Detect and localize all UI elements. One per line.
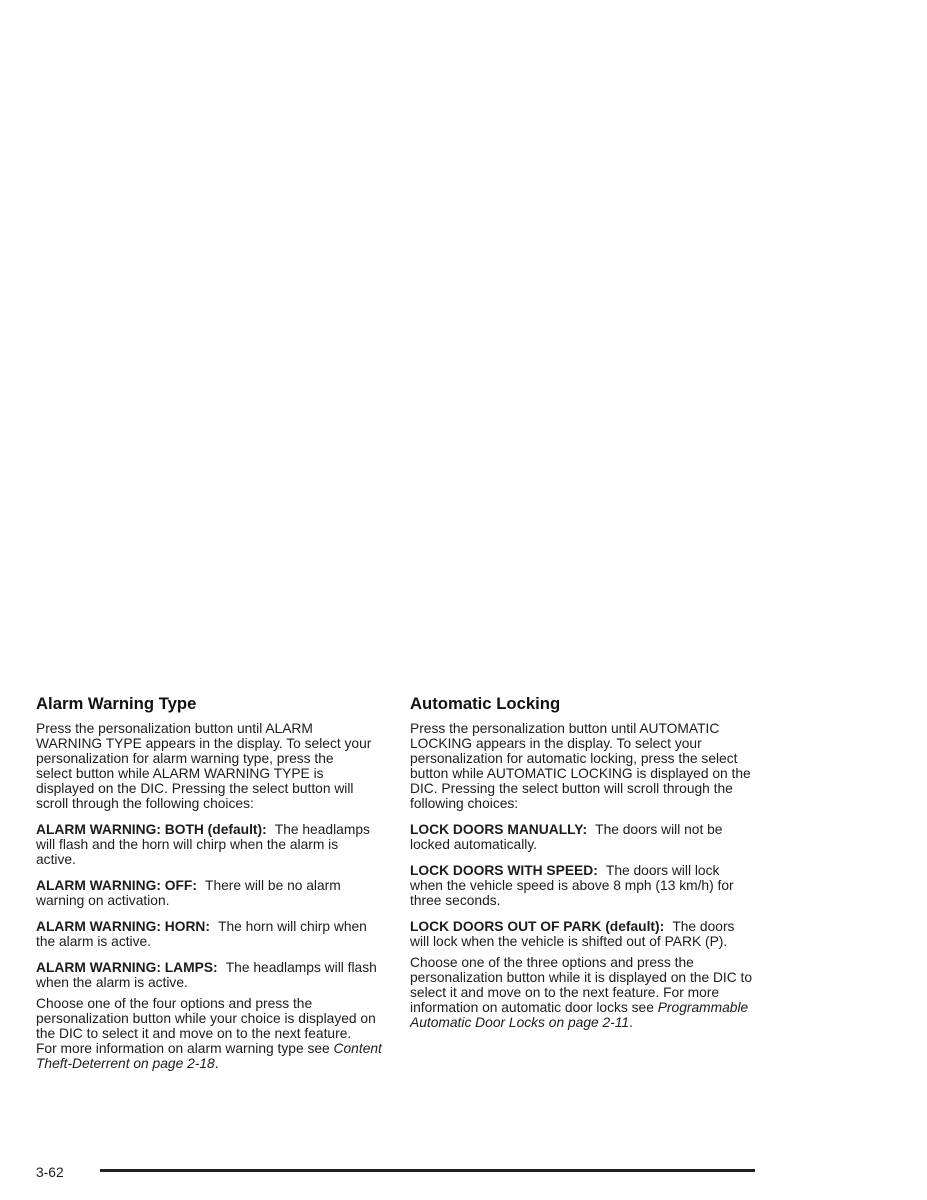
section-heading: Alarm Warning Type — [36, 694, 197, 713]
section-heading: Automatic Locking — [410, 694, 561, 713]
option-paragraph — [410, 822, 765, 852]
closing-period: . — [214, 1056, 219, 1071]
option-description: The horn will chirp when the alarm is active. — [36, 919, 367, 949]
option-description: The doors will lock when the vehicle speed is above 8 mph (13 km/h) for three seconds. — [410, 863, 734, 908]
page-number: 3-62 — [36, 1164, 64, 1180]
intro-paragraph — [410, 721, 765, 811]
footer-rule — [100, 1169, 755, 1172]
intro-text: Press the personalization button until AUTOMATIC LOCKING appears in the display. To select your personalization for automatic locking, press the select button while AUTOMATIC LOCKING is displayed on the DIC. Pressing the select button will scroll through the following choices: — [410, 721, 751, 811]
option-label: ALARM WARNING: BOTH (default): — [36, 822, 267, 837]
cross-reference: Content Theft-Deterrent on page 2-18 — [36, 1041, 382, 1071]
option-description: The headlamps will flash and the horn will chirp when the alarm is active. — [36, 822, 370, 867]
option-paragraph — [36, 822, 391, 867]
automatic-locking-section — [410, 694, 765, 1041]
cross-reference: Programmable Automatic Door Locks on page 2-11 — [410, 1000, 749, 1030]
option-paragraph — [410, 919, 765, 949]
option-label: LOCK DOORS WITH SPEED: — [410, 863, 598, 878]
option-label: ALARM WARNING: HORN: — [36, 919, 210, 934]
closing-paragraph — [410, 955, 765, 1030]
option-description: The doors will lock when the vehicle is shifted out of PARK (P). — [410, 919, 735, 949]
closing-text: Choose one of the four options and press the personalization button while your choice is displayed on the DIC to select it and move on to the next feature. For more information on alarm warning type see — [36, 996, 376, 1056]
intro-text: Press the personalization button until ALARM WARNING TYPE appears in the display. To select your personalization for alarm warning type, press the select button while ALARM WARNING TYPE is displayed on the DIC. Pressing the select button will scroll through the following choices: — [36, 721, 372, 811]
option-description: The doors will not be locked automatically. — [410, 822, 723, 852]
closing-period: . — [629, 1015, 633, 1030]
option-label: ALARM WARNING: OFF: — [36, 878, 197, 893]
option-description: There will be no alarm warning on activation. — [36, 878, 341, 908]
option-paragraph — [36, 919, 391, 949]
option-description: The headlamps will flash when the alarm is active. — [36, 960, 377, 990]
option-label: LOCK DOORS OUT OF PARK (default): — [410, 919, 665, 934]
option-paragraph — [36, 878, 391, 908]
option-label: ALARM WARNING: LAMPS: — [36, 960, 218, 975]
intro-paragraph — [36, 721, 391, 811]
closing-paragraph — [36, 996, 391, 1071]
option-paragraph — [36, 960, 391, 990]
option-paragraph — [410, 863, 765, 908]
closing-text: Choose one of the three options and press the personalization button while it is displayed on the DIC to select it and move on to the next feature. For more information on automatic door locks see — [410, 955, 753, 1015]
alarm-warning-type-section — [36, 694, 391, 1082]
option-label: LOCK DOORS MANUALLY: — [410, 822, 588, 837]
